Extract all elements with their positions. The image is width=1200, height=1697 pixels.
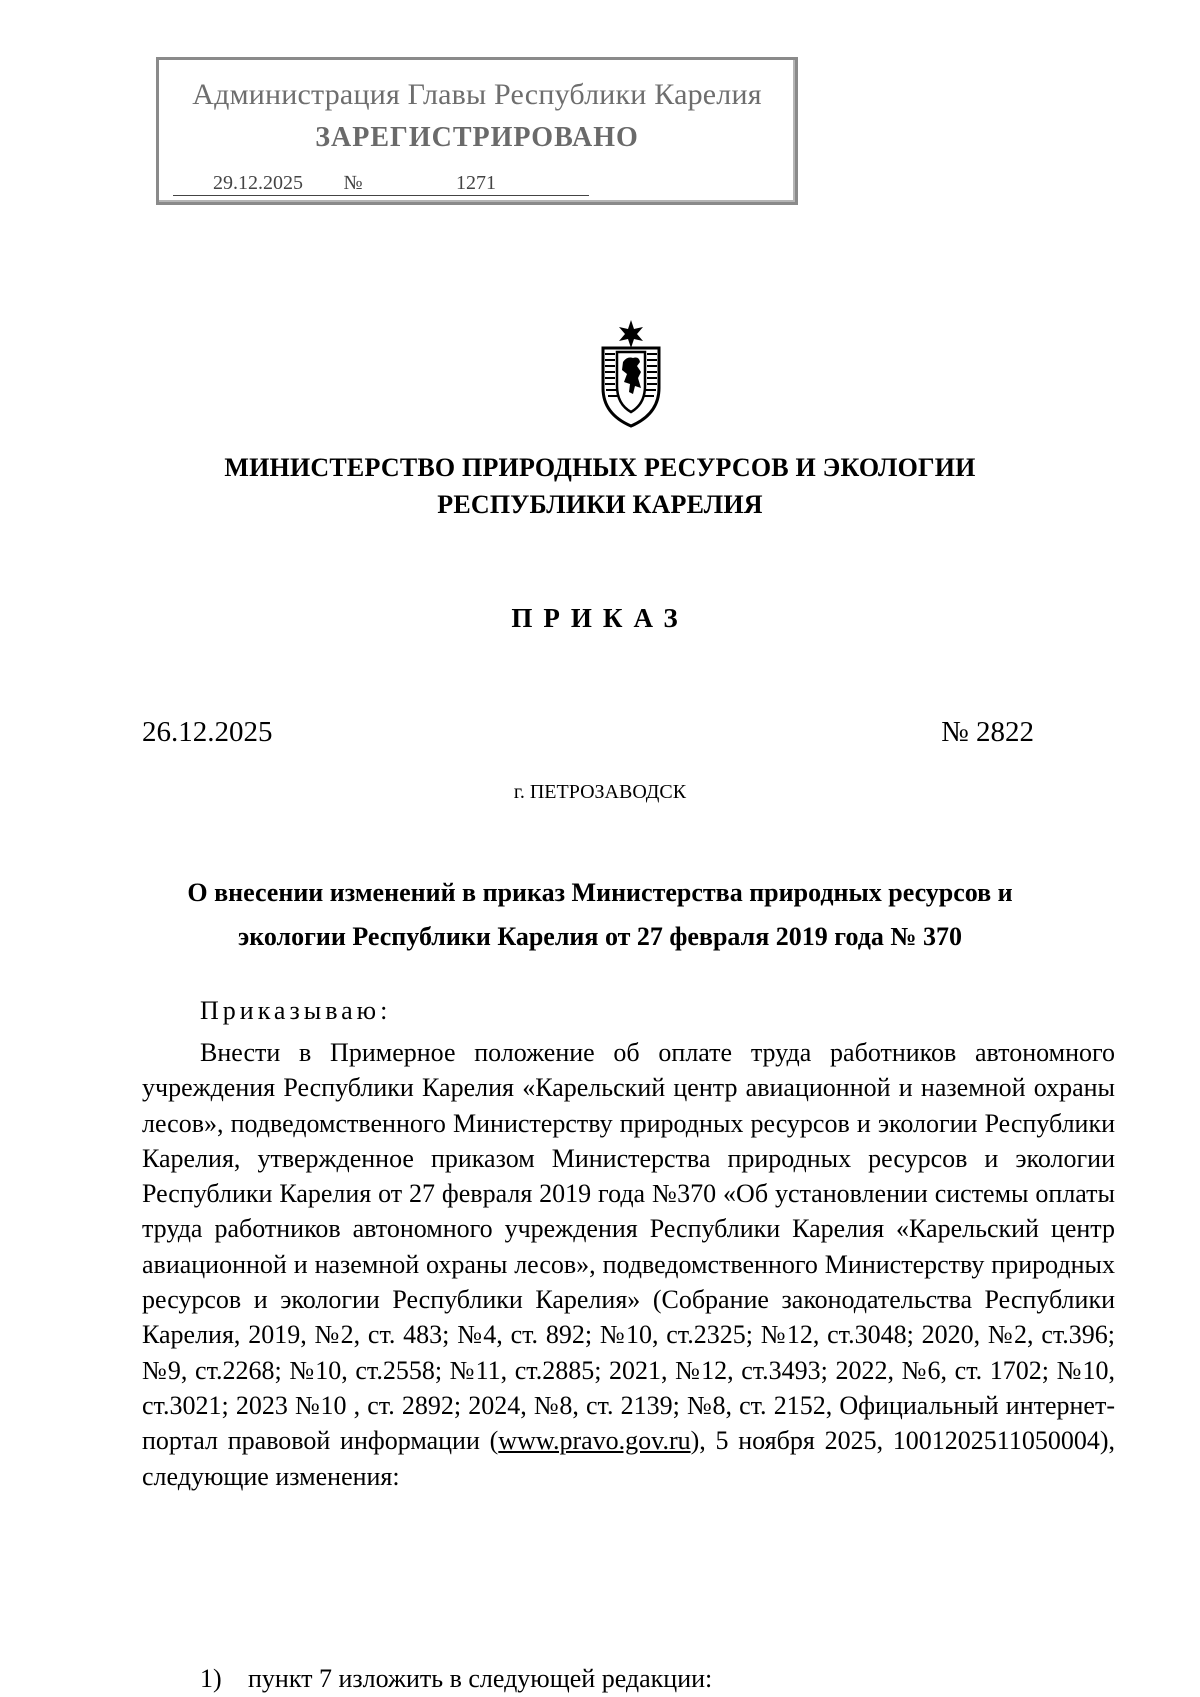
body-text-part-1: Внести в Примерное положение об оплате труда работников автономного учреждения Республики Карелия «Карельский центр авиационной и наземной охраны лесов», подведомственного Министерству природных ресурсов и экологии Республики Карелия, утвержденное приказом Министерства природных ресурсов и экологии Республики Карелия от 27 февраля 2019 года №370 «Об установлении системы оплаты труда работников автономного учреждения Республики Карелия «Карельский центр авиационной и наземной охраны лесов», подведомственного Министерству природных ресурсов и экологии Республики Карелия» (Собрание законодательства Республики Карелия, 2019, №2, ст. 483; №4, ст. 892; №10, ст.2325; №12, ст.3048; 2020, №2, ст.396; №9, ст.2268; №10, ст.2558; №11, ст.2885; 2021, №12, ст.3493; 2022, №6, ст. 1702; №10, ст.3021; 2023 №10 , ст. 2892; 2024, №8, ст. 2139; №8, ст. 2152, Официальный интернет-портал правовой информации ( xyxy=(142,1038,1115,1456)
ministry-name-line-1: МИНИСТЕРСТВО ПРИРОДНЫХ РЕСУРСОВ И ЭКОЛОГИИ xyxy=(224,453,976,482)
stamp-registration-line xyxy=(173,172,589,196)
document-type-title: ПРИКАЗ xyxy=(511,603,689,633)
order-subject-line-1: О внесении изменений в приказ Министерства природных ресурсов и xyxy=(187,878,1013,907)
order-directive-word: Приказываю: xyxy=(200,996,392,1025)
stamp-number-sign: № xyxy=(343,172,363,194)
order-subject-line-2: экологии Республики Карелия от 27 февраля 2019 года № 370 xyxy=(237,922,962,951)
ministry-name-line-2: РЕСПУБЛИКИ КАРЕЛИЯ xyxy=(437,490,763,519)
order-body-paragraph xyxy=(142,1035,1115,1494)
body-text-part-2: ), 5 ноября 2025, 1001202511050004), следующие изменения: xyxy=(142,1426,1115,1491)
karelia-coat-of-arms-icon xyxy=(589,318,673,430)
stamp-organization: Администрация Главы Республики Карелия xyxy=(192,78,762,111)
stamp-number: 1271 xyxy=(363,172,589,196)
list-item xyxy=(200,1664,712,1694)
city-name: г. ПЕТРОЗАВОДСК xyxy=(513,781,687,803)
stamp-date: 29.12.2025 xyxy=(173,172,343,196)
list-item-text: пункт 7 изложить в следующей редакции: xyxy=(248,1664,713,1693)
order-number: № 2822 xyxy=(941,716,1034,748)
list-item-number: 1) xyxy=(200,1664,222,1693)
order-date: 26.12.2025 xyxy=(142,716,273,748)
registration-stamp xyxy=(156,57,798,205)
stamp-status: ЗАРЕГИСТРИРОВАНО xyxy=(315,122,639,153)
pravo-gov-link[interactable]: www.pravo.gov.ru xyxy=(498,1426,691,1456)
